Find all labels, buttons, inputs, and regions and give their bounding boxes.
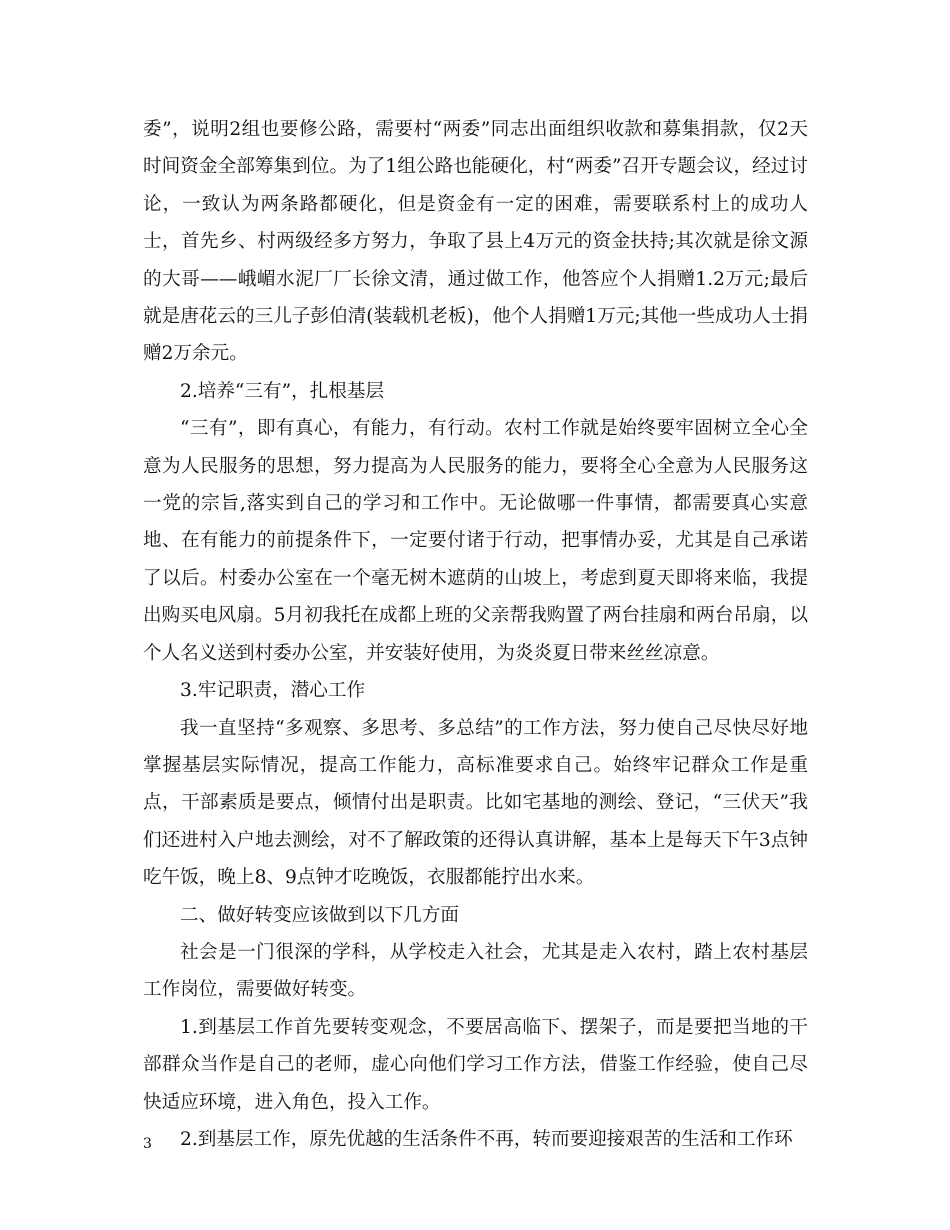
- page-number: 3: [143, 1136, 152, 1152]
- paragraph-1: 委”，说明2组也要修公路，需要村“两委”同志出面组织收款和募集捐款，仅2天时间资金全部筹集到位。为了1组公路也能硬化，村“两委”召开专题会议，经过讨论，一致认为两条路都硬化，但是资金有一定的困难，需要联系村上的成功人士，首先乡、村两级经多方努力，争取了县上4万元的资金扶持;其次就是徐文源的大哥——峨嵋水泥厂厂长徐文清，通过做工作，他答应个人捐赠1.2万元;最后就是唐花云的三儿子彭伯清(装载机老板)，他个人捐赠1万元;其他一些成功人士捐赠2万余元。: [143, 119, 808, 365]
- heading-section-2: 2.培养“三有”，扎根基层: [180, 380, 385, 402]
- paragraph-9: 2.到基层工作，原先优越的生活条件不再，转而要迎接艰苦的生活和工作环: [180, 1128, 793, 1150]
- body-text: [143, 111, 808, 1158]
- paragraph-5: 我一直坚持“多观察、多思考、多总结”的工作方法，努力使自己尽快尽好地掌握基层实际情况，提高工作能力，高标准要求自己。始终牢记群众工作是重点，干部素质是要点，倾情付出是职责。比如宅基地的测绘、登记，“三伏天”我们还进村入户地去测绘，对不了解政策的还得认真讲解，基本上是每天下午3点钟吃午饭，晚上8、9点钟才吃晚饭，衣服都能拧出水来。: [143, 717, 808, 889]
- paragraph-3: “三有”，即有真心，有能力，有行动。农村工作就是始终要牢固树立全心全意为人民服务的思想，努力提高为人民服务的能力，要将全心全意为人民服务这一党的宗旨,落实到自己的学习和工作中。无论做哪一件事情，都需要真心实意地、在有能力的前提条件下，一定要付诸于行动，把事情办妥，尤其是自己承诺了以后。村委办公室在一个毫无树木遮荫的山坡上，考虑到夏天即将来临，我提出购买电风扇。5月初我托在成都上班的父亲帮我购置了两台挂扇和两台吊扇，以个人名义送到村委办公室，并安装好使用，为炎炎夏日带来丝丝凉意。: [143, 418, 808, 664]
- paragraph-7: 社会是一门很深的学科，从学校走入社会，尤其是走入农村，踏上农村基层工作岗位，需要做好转变。: [143, 941, 808, 1001]
- heading-section-3: 3.牢记职责，潜心工作: [180, 680, 366, 702]
- paragraph-8: 1.到基层工作首先要转变观念，不要居高临下、摆架子，而是要把当地的干部群众当作是自己的老师，虚心向他们学习工作方法，借鉴工作经验，使自己尽快适应环境，进入角色，投入工作。: [143, 1016, 808, 1113]
- heading-part-2: 二、做好转变应该做到以下几方面: [180, 904, 459, 926]
